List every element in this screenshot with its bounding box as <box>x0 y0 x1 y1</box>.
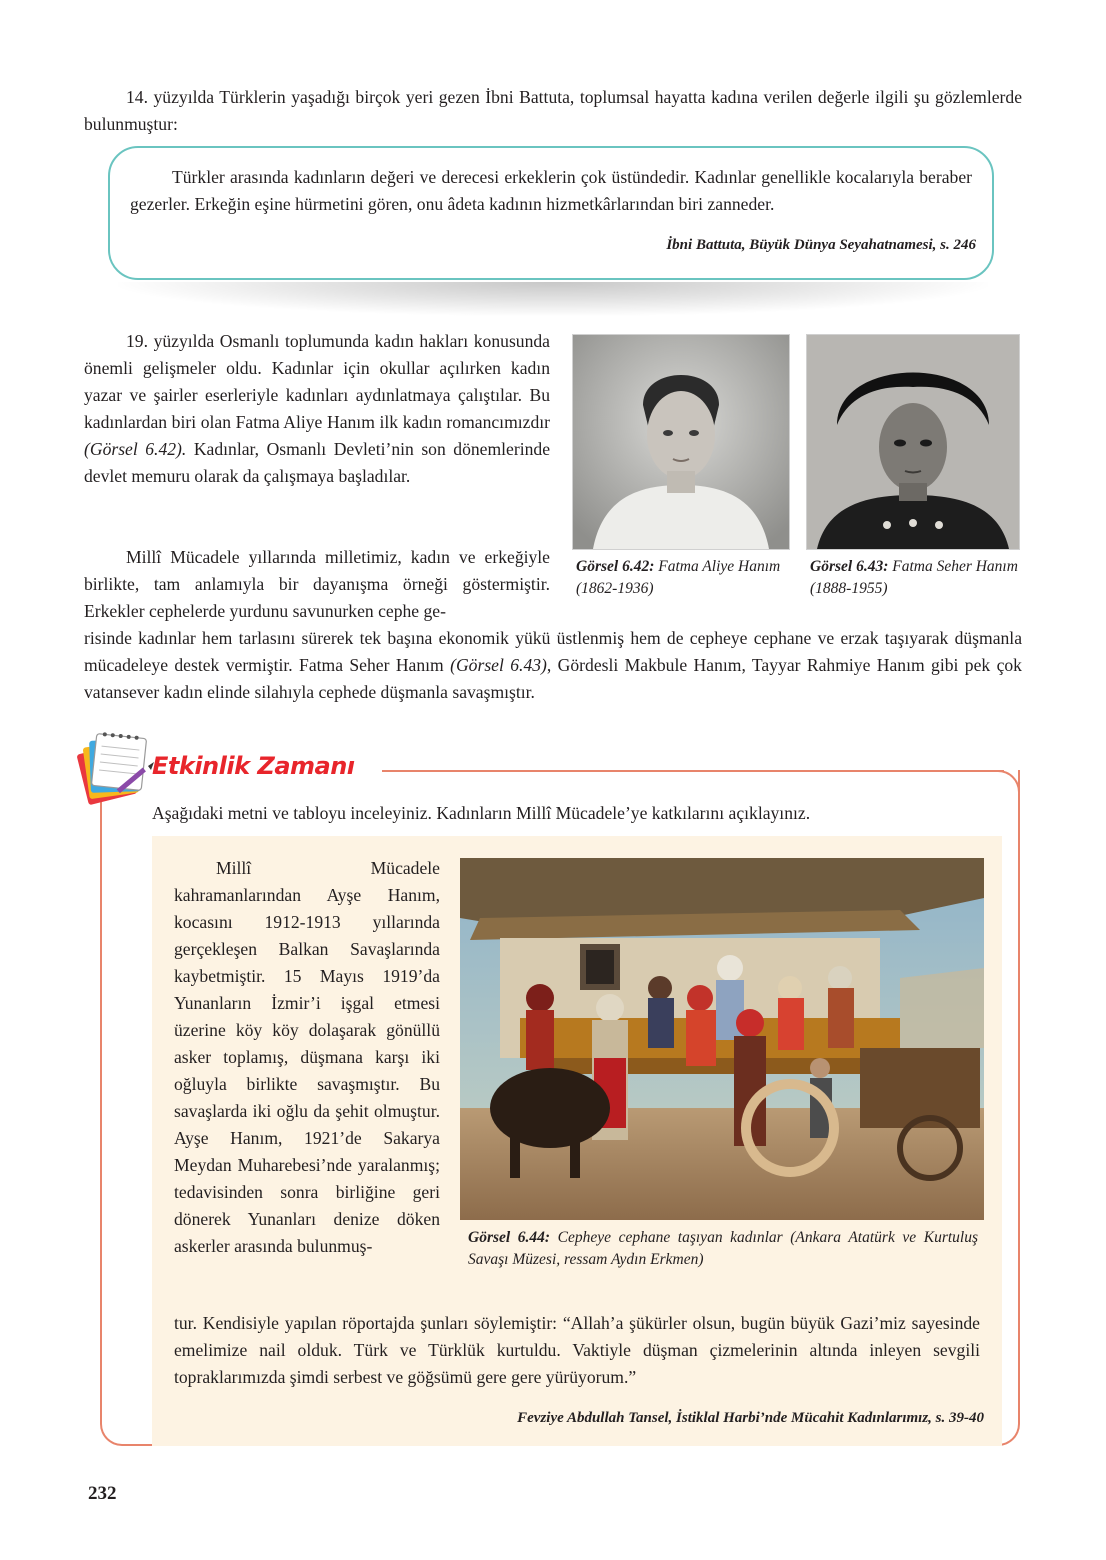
fig-6-44-caption: Görsel 6.44: Cepheye cephane taşıyan kadınlar (Ankara Atatürk ve Kurtuluş Savaşı Müzesi, ressam Aydın Erkmen) <box>468 1229 978 1268</box>
quote-shadow <box>118 282 988 316</box>
paragraph-milli-mucadele-top: Millî Mücadele yıllarında milletimiz, kadın ve erkeğiyle birlikte, tam anlamıyla bir dayanışma örneği göstermiştir. Erkekler cephelerde yurdunu savunurken cephe ge- <box>84 547 550 621</box>
notebook-pencil-icon <box>74 726 160 808</box>
activity-instruction: Aşağıdaki metni ve tabloyu inceleyiniz. Kadınların Millî Mücadele’ye katkılarını açıklayınız. <box>152 803 811 823</box>
activity-text-bottom: tur. Kendisiyle yapılan röportajda şunları söylemiştir: “Allah’a şükürler olsun, bugün büyük Gazi’miz sayesinde emelimize nail olduk. Türk ve Türklük kurtuldu. Vaktiyle düşman çizmelerinin altında inleyen sevgili topraklarımızda şimdi serbest ve göğsümü gere gere yürüyorum.” <box>174 1313 980 1387</box>
quote-source: İbni Battuta, Büyük Dünya Seyahatnamesi, s. 246 <box>666 237 976 253</box>
cephane-tasiyan-kadinlar-painting <box>460 858 984 1220</box>
fig-6-42-caption: Görsel 6.42: Fatma Aliye Hanım (1862-1936) <box>576 558 781 597</box>
page-number: 232 <box>88 1483 117 1504</box>
quote-text: Türkler arasında kadınların değeri ve derecesi erkeklerin çok üstündedir. Kadınlar genellikle kocalarıyla beraber gezerler. Erkeğin eşine hürmetini gören, onu âdeta kadının hizmetkârlarından biri zanneder. <box>130 167 972 214</box>
fatma-seher-portrait <box>806 334 1020 550</box>
fig-6-43-caption: Görsel 6.43: Fatma Seher Hanım (1888-1955) <box>810 558 1018 597</box>
activity-title: Etkinlik Zamanı <box>152 752 355 780</box>
activity-text-side: Millî Mücadele kahramanlarından Ayşe Hanım, kocasını 1912-1913 yıllarında gerçekleşen Balkan Savaşlarında kaybetmiştir. 15 Mayıs 1919’da Yunanların İzmir’i işgal etmesi üzerine köy köy dolaşarak gönüllü asker toplamış, düşmana karşı iki oğluyla birlikte savaşmıştır. Bu savaşlarda iki oğlu da şehit olmuştur. Ayşe Hanım, 1921’de Sakarya Meydan Muharebesi’nde yaralanmış; tedavisinden sonra birliğine geri dönerek Yunanları denize döken askerler arasında bulunmuş- <box>174 858 440 1256</box>
activity-source: Fevziye Abdullah Tansel, İstiklal Harbi’nde Mücahit Kadınlarımız, s. 39-40 <box>517 1410 984 1426</box>
paragraph-19th-century: 19. yüzyılda Osmanlı toplumunda kadın hakları konusunda önemli gelişmeler oldu. Kadınlar için okullar açılırken kadın yazar ve şairler eserleriyle kadınları aydınlatmaya çalıştılar. Bu kadınlardan biri olan Fatma Aliye Hanım ilk kadın romancımızdır (Görsel 6.42). Kadınlar, Osmanlı Devleti’nin son dönemlerinde devlet memuru olarak da çalışmaya başladılar. <box>84 331 551 486</box>
intro-paragraph: 14. yüzyılda Türklerin yaşadığı birçok yeri gezen İbni Battuta, toplumsal hayatta kadına verilen değerle ilgili şu gözlemlerde bulunmuştur: <box>84 87 1022 134</box>
fatma-aliye-portrait <box>572 334 790 550</box>
figure-ref-6-42: (Görsel 6.42). <box>84 439 187 459</box>
paragraph-milli-mucadele-rest: risinde kadınlar hem tarlasını sürerek tek başına ekonomik yükü üstlenmiş hem de cepheye cephane ve erzak taşıyarak düşmanla mücadeleye destek vermiştir. Fatma Seher Hanım (Görsel 6.43), Gördesli Makbule Hanım, Tayyar Rahmiye Hanım gibi pek çok vatansever kadın elinde silahıyla cephede düşmanla savaşmıştır. <box>84 628 1022 702</box>
activity-frame-top-rule <box>382 770 1004 772</box>
figure-ref-6-43: (Görsel 6.43) <box>450 655 547 675</box>
